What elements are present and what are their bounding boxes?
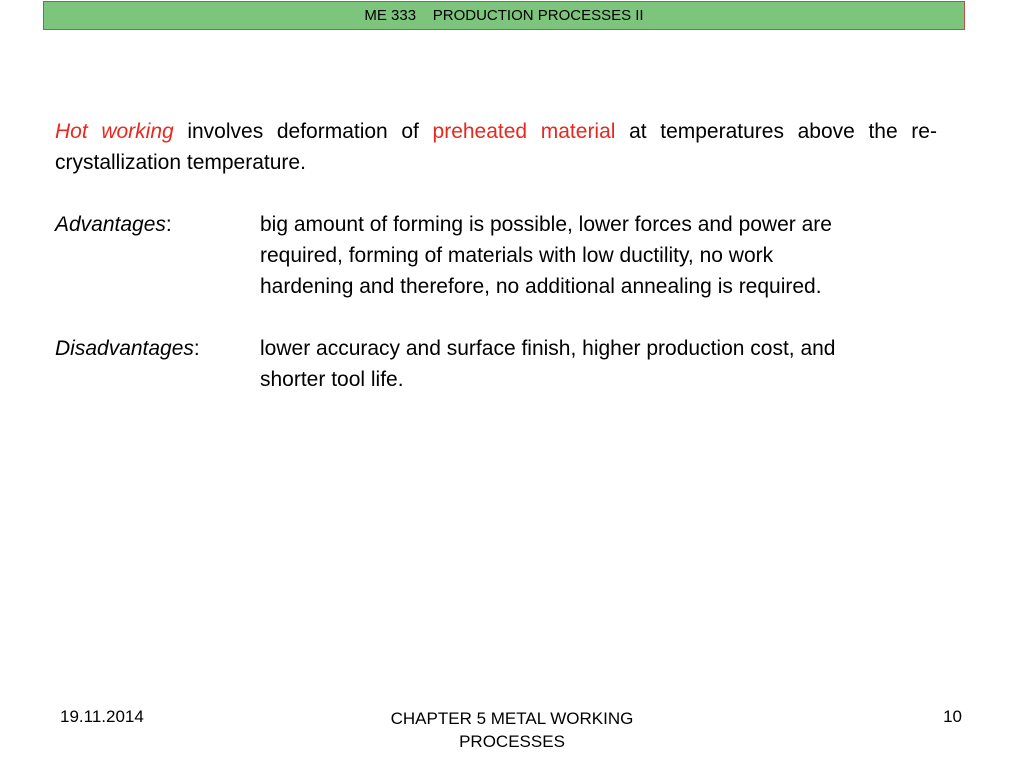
advantages-text: big amount of forming is possible, lower forces and power are required, forming of materials with low ductility, no work hardening and therefore, no additional annealing is required. <box>260 213 832 298</box>
disadvantages-row <box>55 333 937 395</box>
spacer <box>55 302 937 333</box>
disadvantages-label-text: Disadvantages <box>55 337 194 360</box>
slide-body <box>55 116 937 395</box>
intro-text-part2: at temperatures above the re-crystallization temperature. <box>55 120 937 174</box>
disadvantages-text: lower accuracy and surface finish, higher production cost, and shorter tool life. <box>260 337 836 391</box>
course-title: ME 333 PRODUCTION PROCESSES II <box>364 7 644 24</box>
intro-paragraph <box>55 116 937 178</box>
page-number: 10 <box>943 707 962 726</box>
disadvantages-colon: : <box>193 337 200 360</box>
advantages-row <box>55 209 937 302</box>
intro-text-part1: involves deformation of <box>173 120 433 143</box>
hot-working-term: Hot working <box>55 120 174 143</box>
footer-chapter-title: CHAPTER 5 METAL WORKING PROCESSES <box>390 709 634 751</box>
disadvantages-label <box>55 333 260 395</box>
footer-date: 19.11.2014 <box>60 707 144 726</box>
advantages-label <box>55 209 260 302</box>
slide-header <box>43 1 965 30</box>
advantages-label-text: Advantages <box>55 213 166 236</box>
preheated-material-term: preheated material <box>432 120 616 143</box>
advantages-colon: : <box>165 213 172 236</box>
spacer <box>55 178 937 209</box>
